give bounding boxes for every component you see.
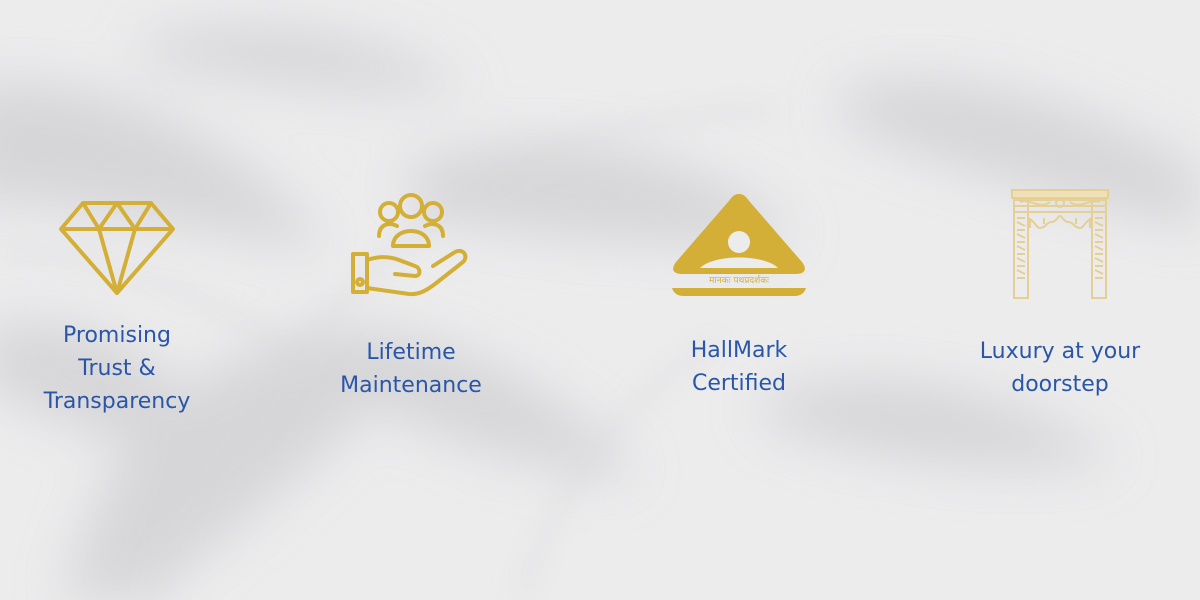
helping-hand-people-icon bbox=[349, 188, 473, 300]
feature-maintenance bbox=[311, 188, 511, 402]
feature-doorstep bbox=[955, 188, 1165, 401]
feature-label: Lifetime Maintenance bbox=[340, 340, 482, 398]
diamond-icon bbox=[57, 192, 177, 297]
hallmark-tagline: मानकः पथप्रदर्शकः bbox=[709, 276, 769, 286]
feature-label: HallMark Certified bbox=[690, 338, 788, 396]
hallmark-logo-icon bbox=[664, 186, 814, 298]
feature-trust bbox=[17, 192, 217, 418]
feature-label: Promising Trust & Transparency bbox=[43, 323, 191, 414]
ornate-doorway-icon bbox=[1010, 188, 1110, 300]
feature-label: Luxury at your doorstep bbox=[979, 339, 1141, 397]
feature-hallmark bbox=[639, 186, 839, 400]
